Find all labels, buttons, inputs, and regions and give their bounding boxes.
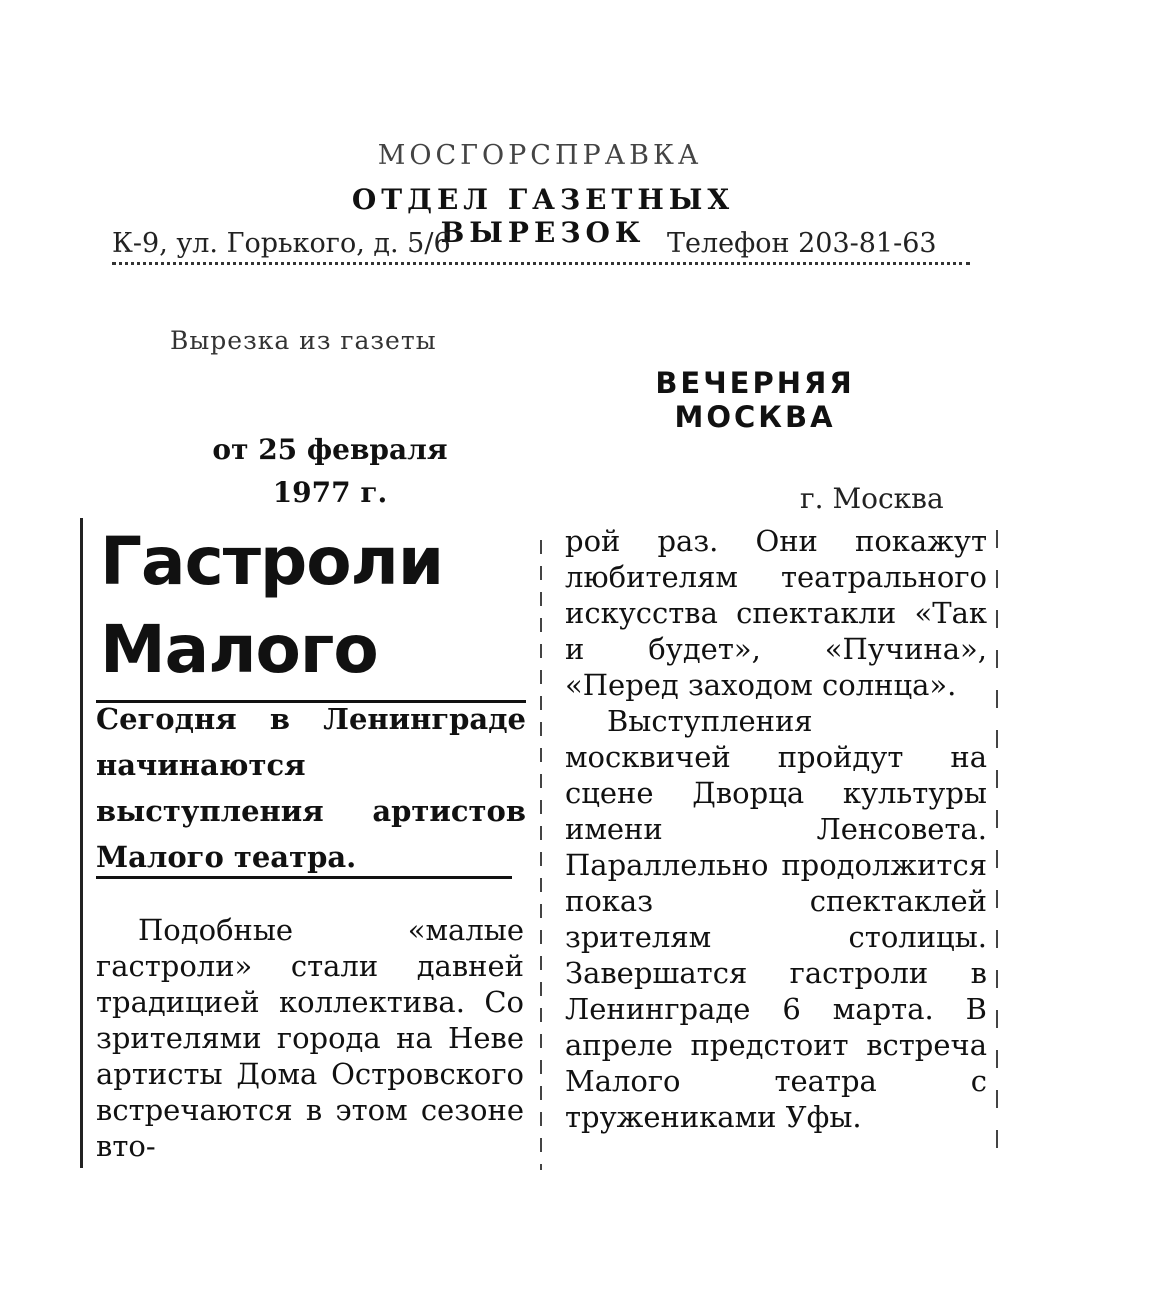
headline-line1: Гастроли — [100, 523, 444, 600]
address-line — [112, 228, 972, 259]
date-line2: 1977 г. — [272, 476, 388, 510]
right-paragraph-2: Выступления москвичей пройдут на сцене Дворца культуры имени Ленсовета. Параллельно продолжится показ спектаклей зрителям столицы. Завершатся гастроли в Ленинграде 6 марта. В апреле предстоит встреча Малого театра с тружениками Уфы. — [565, 704, 987, 1134]
phone-text: Телефон 203-81-63 — [667, 228, 937, 259]
date-line1: от 25 февраля — [212, 433, 448, 466]
headline-line2: Малого — [100, 611, 378, 688]
city-label: г. Москва — [800, 482, 944, 515]
right-paragraph-1: рой раз. Они покажут любителям театрального искусства спектакли «Так и будет», «Пучина», «Перед заходом солнца». — [565, 524, 987, 702]
article-body-left: Подобные «малые гастроли» стали давней традицией коллектива. Со зрителями города на Неве артисты Дома Островского встречаются в этом сезоне вто- — [96, 913, 524, 1163]
clipping-date — [200, 428, 460, 515]
article-lead: Сегодня в Ленинграде начинаются выступления артистов Малого театра. — [96, 702, 526, 874]
address-text: К-9, ул. Горького, д. 5/6 — [112, 228, 451, 259]
department-name: ОТДЕЛ ГАЗЕТНЫХ ВЫРЕЗОК — [351, 183, 735, 249]
org-name: МОСГОРСПРАВКА — [377, 140, 703, 171]
right-column-rule — [996, 530, 998, 1150]
lead-bottom-rule — [96, 876, 512, 879]
left-column-rule — [80, 518, 83, 1168]
newspaper-name-line1: ВЕЧЕРНЯЯ — [655, 366, 855, 400]
middle-column-rule — [540, 540, 542, 1170]
newspaper-name-line2: МОСКВА — [674, 400, 836, 435]
article-body-right — [565, 523, 987, 1135]
clipping-label: Вырезка из газеты — [170, 326, 437, 355]
article-headline — [100, 518, 530, 694]
newspaper-name — [640, 366, 870, 434]
header-divider — [112, 262, 970, 265]
